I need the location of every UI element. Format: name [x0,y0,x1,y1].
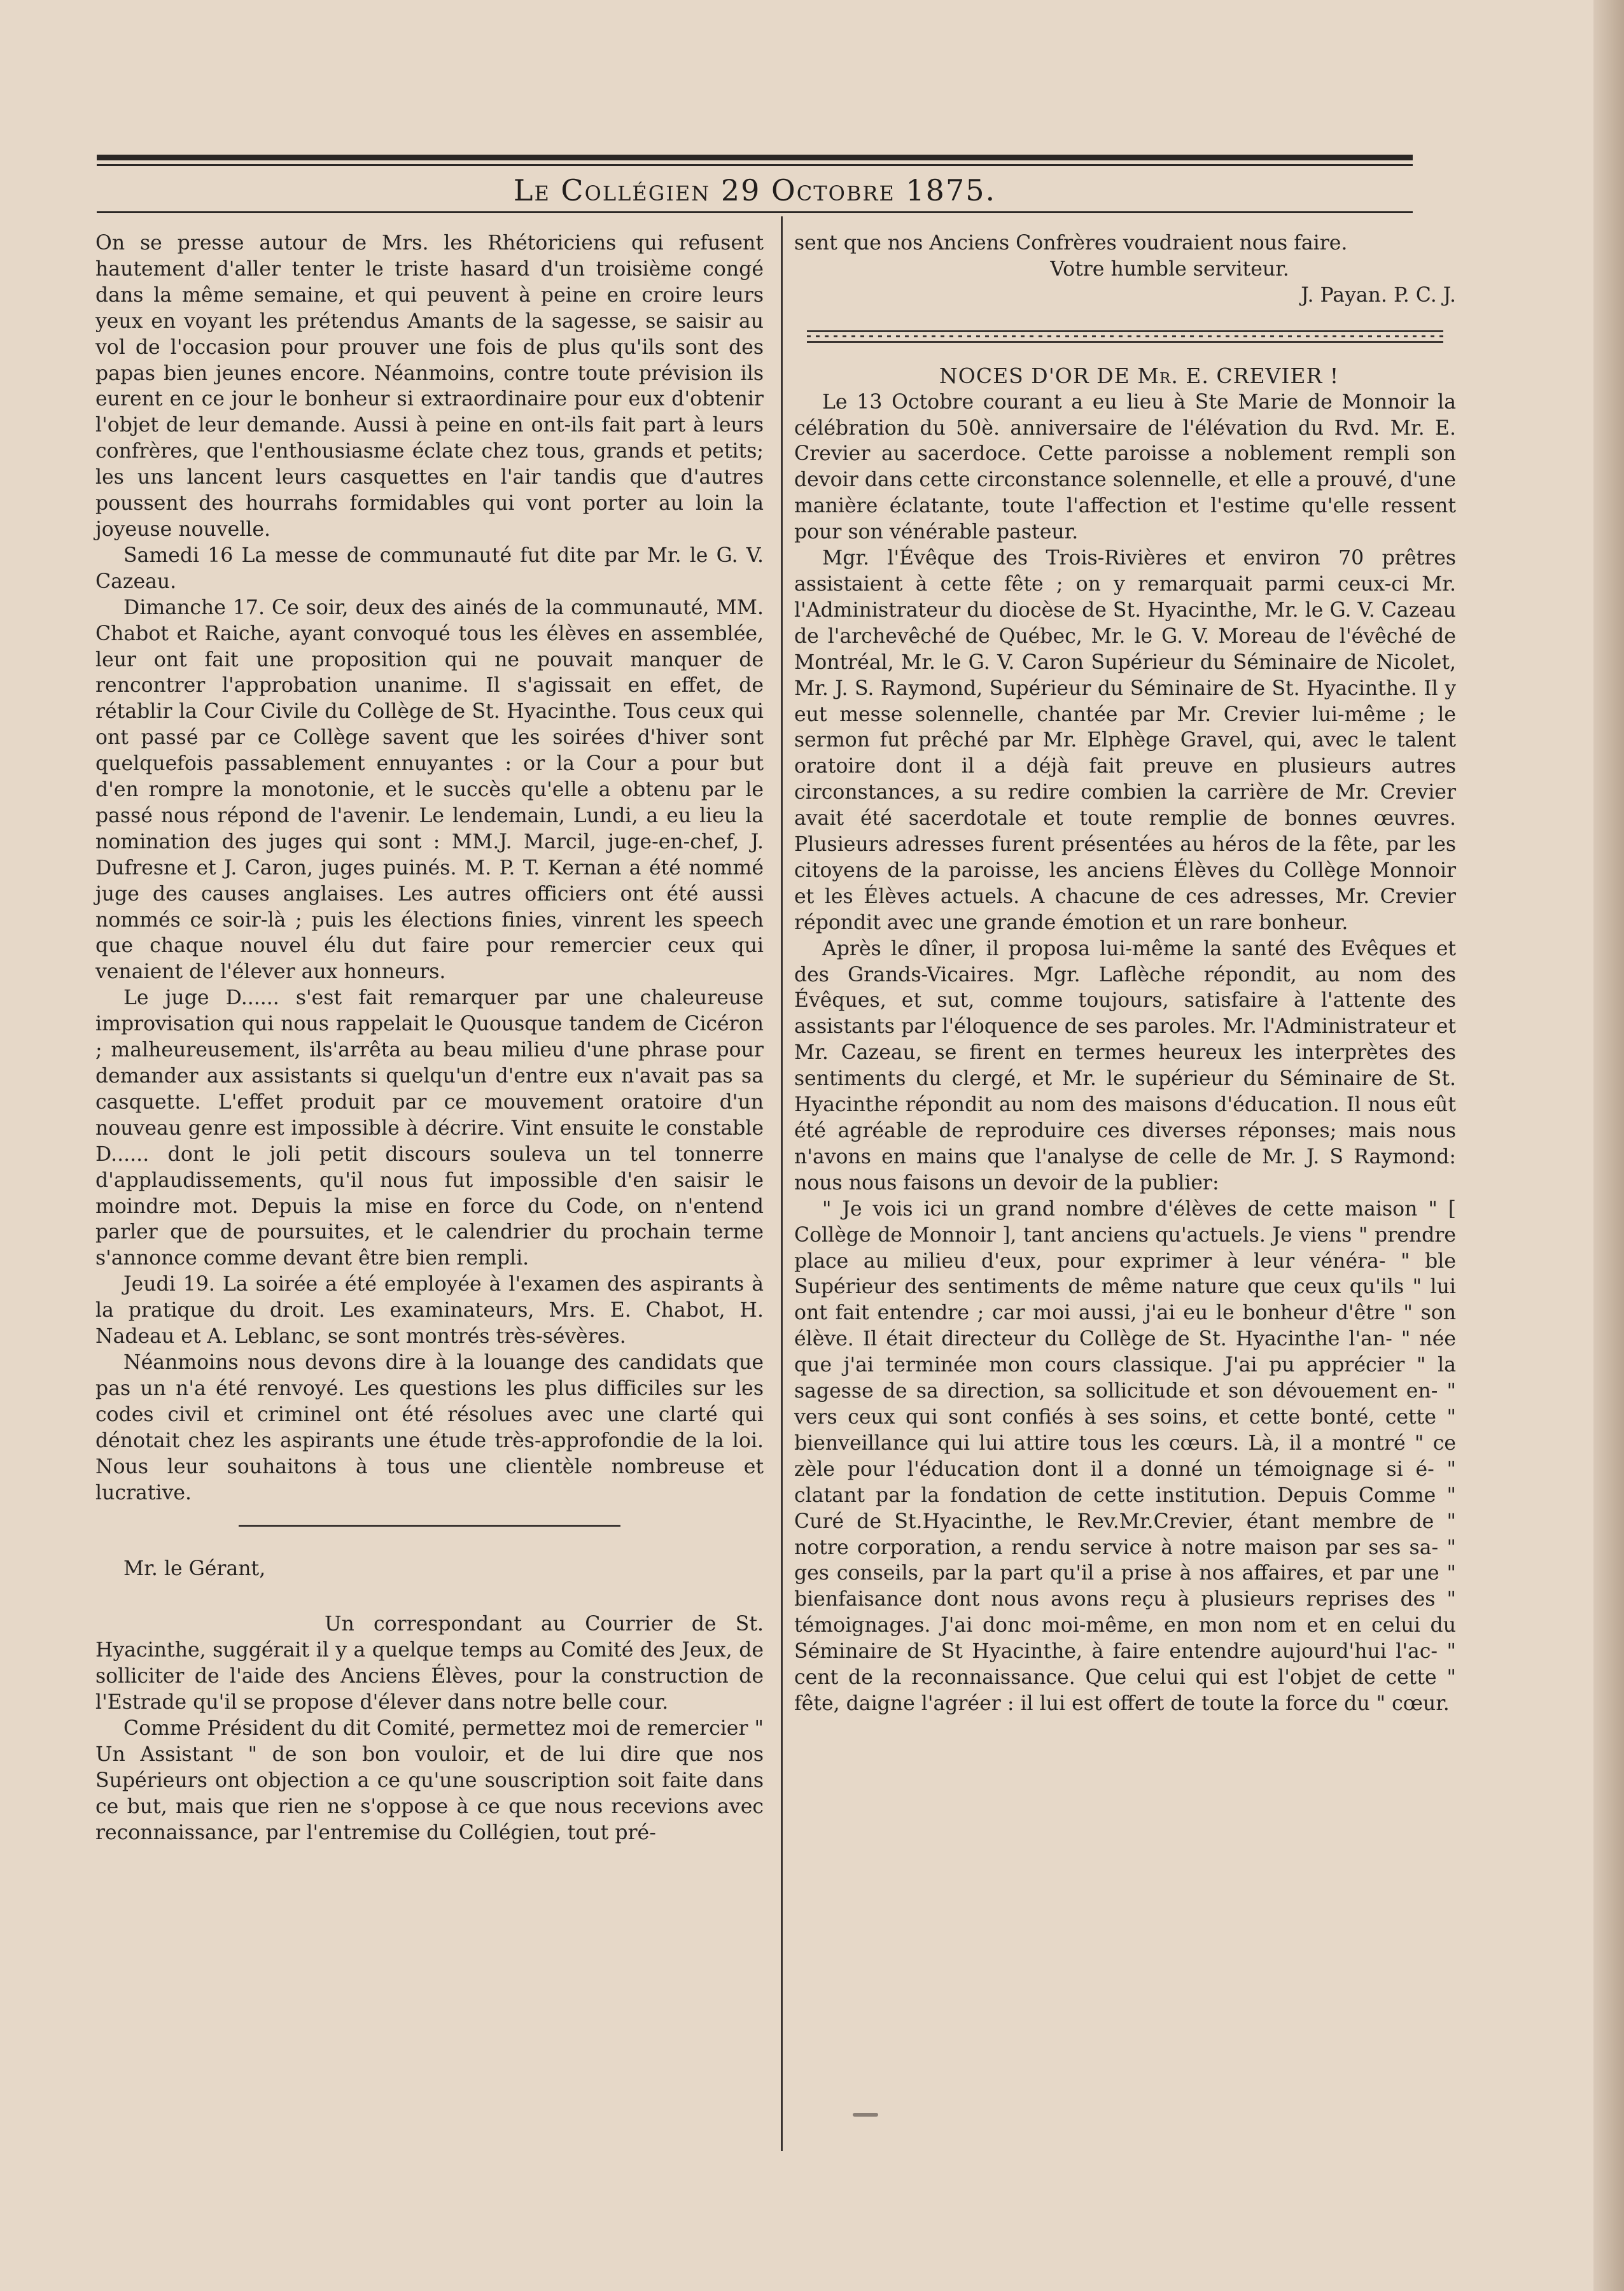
masthead-title: Le Collégien 29 Octobre 1875. [513,173,997,207]
letter-closing: Votre humble serviteur. [1050,257,1289,281]
letter-continuation: sent que nos Anciens Confrères voudraient nous faire. [794,232,1348,255]
ornamental-rule [807,330,1443,343]
binding-edge [1593,0,1624,2291]
letter-paragraph: Un correspondant au Courrier de St. Hyacinthe, suggérait il y a quelque temps au Comité des Jeux, de solliciter de l'aide des Anciens Élèves, pour la construction de l'Estrade qu'il se propose d'élever dans notre belle cour. [95,1613,764,1714]
section-separator [239,1525,620,1527]
chronicle-paragraph: Dimanche 17. Ce soir, deux des ainés de la communauté, MM. Chabot et Raiche, ayant convoqué tous les élèves en assemblée, leur ont fait une proposition qui ne pouvait manquer de rencontrer l'approbation unanime. Il s'agissait en effet, de rétablir la Cour Civile du Collège de St. Hyacinthe. Tous ceux qui ont passé par ce Collège savent que les soirées d'hiver sont quelquefois passablement ennuyantes : or la Cour a pour but d'en rompre la monotonie, et le succès qu'elle a obtenu par le passé nous répond de l'avenir. Le lendemain, Lundi, a eu lieu la nomination des juges qui sont : MM.J. Marcil, juge-en-chef, J. Dufresne et J. Caron, juges puinés. M. P. T. Kernan a été nommé juge des causes anglaises. Les autres officiers ont été aussi nommés ce soir-là ; puis les élections finies, vinrent les speech que chaque nouvel élu dut faire pour remercier ceux qui venaient de l'élever aux honneurs. [95,596,764,984]
chronicle-paragraph: On se presse autour de Mrs. les Rhétoriciens qui refusent hautement d'aller tenter le triste hasard d'un troisième congé dans la même semaine, et qui peuvent à peine en croire leurs yeux en voyant les prétendus Amants de la sagesse, se saisir au vol de l'occasion pour prouver une fois de plus qu'ils sont des papas bien jeunes encore. Néanmoins, contre toute prévision ils eurent en ce jour le bonheur si extraordinaire pour eux d'obtenir l'objet de leur demande. Aussi à peine en ont-ils fait part à leurs confrères, que l'enthousiasme éclate chez tous, grands et petits; les uns lancent leurs casquettes en l'air tandis que d'autres poussent des hourrahs formidables qui vont porter au loin la joyeuse nouvelle. [95,232,764,541]
masthead-top-rule [97,155,1413,160]
right-column [794,230,1456,1717]
letter-paragraph: Comme Président du dit Comité, permettez moi de remercier " Un Assistant " de son bon vouloir, et de lui dire que nos Supérieurs ont objection a ce qu'une souscription soit faite dans ce but, mais que rien ne s'oppose à ce que nous recevions avec reconnaissance, par l'entremise du Collégien, tout pré- [95,1716,764,1844]
letter-signature: J. Payan. P. C. J. [1301,283,1456,307]
article-paragraph: Le 13 Octobre courant a eu lieu à Ste Marie de Monnoir la célébration du 50è. anniversaire de l'élévation du Rvd. Mr. E. Crevier au sacerdoce. Cette paroisse a noblement rempli son devoir dans cette circonstance solennelle, et elle a prouvé, d'une manière éclatante, toute l'affection et l'estime qu'elle ressent pour son vénérable pasteur. [794,390,1456,544]
ink-mark [853,2113,878,2117]
masthead-bottom-rule [97,211,1413,213]
article-paragraph: Mgr. l'Évêque des Trois-Rivières et environ 70 prêtres assistaient à cette fête ; on y remarquait parmi ceux-ci Mr. l'Administrateur du diocèse de St. Hyacinthe, Mr. le G. V. Cazeau de l'archevêché de Québec, Mr. le G. V. Moreau de l'évêché de Montréal, Mr. le G. V. Caron Supérieur du Séminaire de Nicolet, Mr. J. S. Raymond, Supérieur du Séminaire de St. Hyacinthe. Il y eut messe solennelle, chantée par Mr. Crevier lui-même ; le sermon fut prêché par Mr. Elphège Gravel, qui, avec le talent oratoire dont il a déjà fait preuve en plusieurs autres circonstances, a su redire combien la carrière de Mr. Crevier avait été sacerdotale et toute remplie de bonnes œuvres. Plusieurs adresses furent présentées au héros de la fête, par les citoyens de la paroisse, les anciens Élèves du Collège Monnoir et les Élèves actuels. A chacune de ces adresses, Mr. Crevier répondit avec une grande émotion et un rare bonheur. [794,547,1456,934]
chronicle-paragraph: Néanmoins nous devons dire à la louange des candidats que pas un n'a été renvoyé. Les questions les plus difficiles sur les codes civil et criminel ont été résolues avec une clarté qui dénotait chez les aspirants une étude très-approfondie de la loi. Nous leur souhaitons à tous une clientèle nombreuse et lucrative. [95,1350,764,1504]
chronicle-paragraph: Samedi 16 La messe de communauté fut dite par Mr. le G. V. Cazeau. [95,543,764,593]
letter-greeting: Mr. le Gérant, [123,1557,266,1581]
article-quotation: " Je vois ici un grand nombre d'élèves de cette maison " [ Collège de Monnoir ], tant anciens qu'actuels. Je viens " prendre place au milieu d'eux, pour exprimer à leur vénéra- " ble Supérieur des sentiments de même nature que ceux qu'ils " lui ont fait entendre ; car moi aussi, j'ai eu le bonheur d'être " son élève. Il était directeur du Collège de St. Hyacinthe l'an- " née que j'ai terminée mon cours classique. J'ai pu apprécier " la sagesse de sa direction, sa sollicitude et son dévouement en- " vers ceux qui sont confiés à ses soins, et cette bonté, cette " bienveillance qui lui attire tous les cœurs. Là, il a montré " ce zèle pour l'éducation dont il a donné un témoignage si é- " clatant par la fondation de cette institution. Depuis Comme " Curé de St.Hyacinthe, le Rev.Mr.Crevier, étant membre de " notre corporation, a rendu service à notre maison par ses sa- " ges conseils, par la part qu'il a prise à nos affaires, et par une " bienfaisance dont nous avons reçu à plusieurs reprises des " témoignages. J'ai donc moi-même, en mon nom et en celui du Séminaire de St Hyacinthe, à faire entendre aujourd'hui l'ac- " cent de la reconnaissance. Que celui qui est l'objet de cette " fête, daigne l'agréer : il lui est offert de toute la force du " cœur. [794,1197,1456,1715]
column-divider [781,216,783,2151]
left-column [95,230,764,1846]
chronicle-paragraph: Le juge D...... s'est fait remarquer par une chaleureuse improvisation qui nous rappelait le Quousque tandem de Cicéron ; malheureusement, ils'arrêta au beau milieu d'une phrase pour demander aux assistants si quelqu'un d'entre eux n'avait pas sa casquette. L'effet produit par ce mouvement oratoire d'un nouveau genre est impossible à décrire. Vint ensuite le constable D...... dont le joli petit discours souleva un tel tonnerre d'applaudissements, qu'il nous fut impossible d'en saisir le moindre mot. Depuis la mise en force du Code, on n'entend parler que de poursuites, et le calendrier du prochain terme s'annonce comme devant être bien rempli. [95,986,764,1270]
article-headline: NOCES D'OR DE Mr. E. CREVIER ! [939,363,1340,388]
masthead-top-thin-rule [97,164,1413,166]
article-paragraph: Après le dîner, il proposa lui-même la santé des Evêques et des Grands-Vicaires. Mgr. Laflèche répondit, au nom des Évêques, et sut, comme toujours, satisfaire à l'attente des assistants par l'éloquence de ses paroles. Mr. l'Administrateur et Mr. Cazeau, se firent en termes heureux les interprètes des sentiments du clergé, et Mr. le supérieur du Séminaire de St. Hyacinthe répondit au nom des maisons d'éducation. Il nous eût été agréable de reproduire ces diverses réponses; mais nous n'avons en mains que l'analyse de celle de Mr. J. S Raymond: nous nous faisons un devoir de la publier: [794,937,1456,1195]
chronicle-paragraph: Jeudi 19. La soirée a été employée à l'examen des aspirants à la pratique du droit. Les examinateurs, Mrs. E. Chabot, H. Nadeau et A. Leblanc, se sont montrés très-sévères. [95,1273,764,1349]
